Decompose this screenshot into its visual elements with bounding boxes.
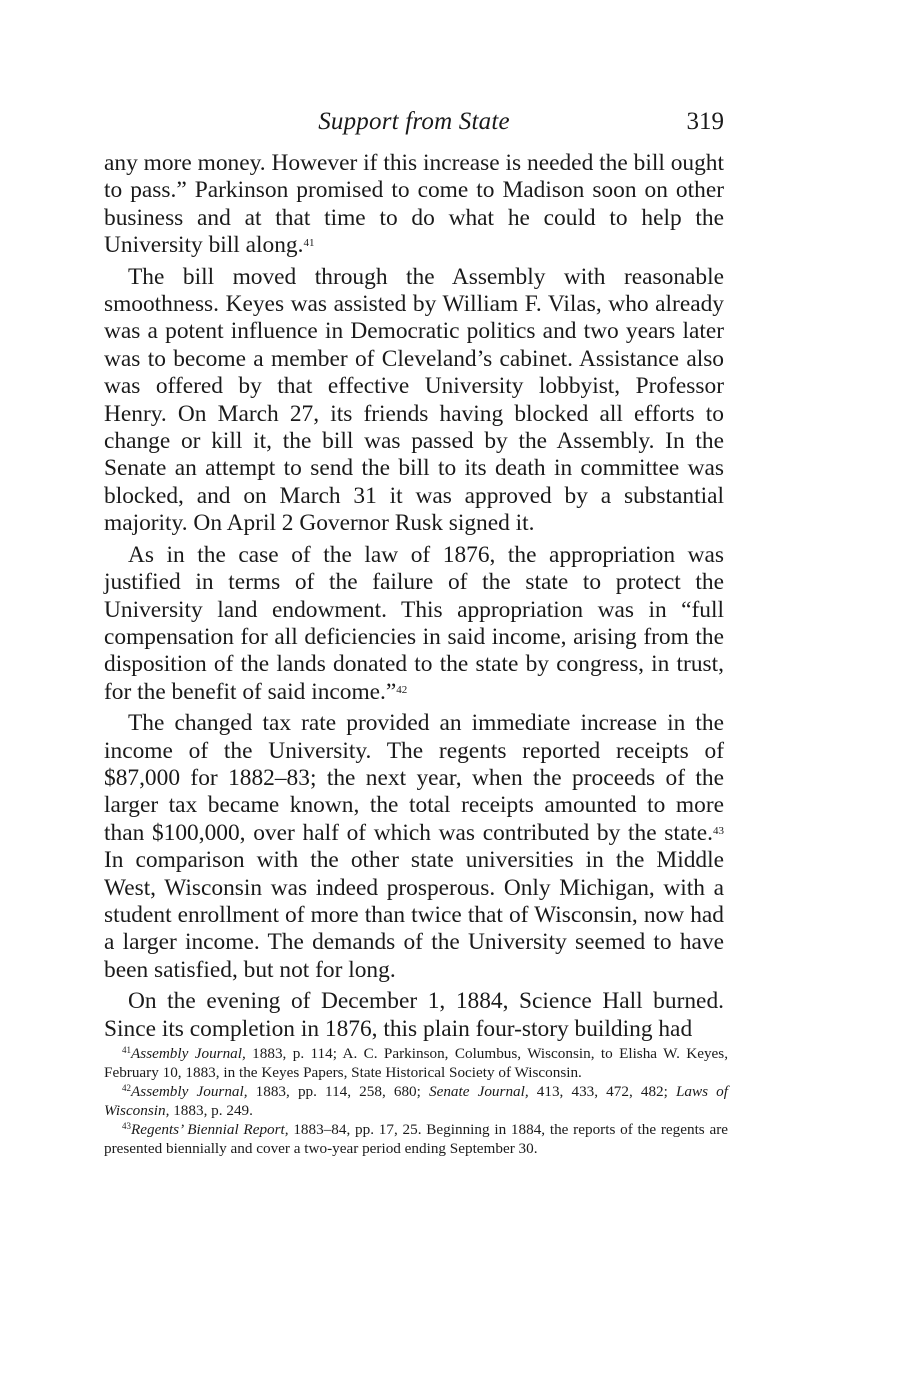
paragraph-text: The changed tax rate provided an immediate increase in the income of the University. The regents reported receipts of $87,000 for 1882–83; the next year, when the proceeds of the larger tax became known, the total receipts amounted to more than $100,000, over half of which was contributed by the state. [104,710,724,846]
page-number: 319 [686,108,724,135]
footnote-ref: 43 [713,824,724,837]
footnote-ref: 41 [303,237,315,250]
paragraph-continued [104,150,724,260]
paragraph-text: As in the case of the law of 1876, the appropriation was justified in terms of the failure of the state to protect the University land endowment. This appropriation was in “full compensation for all deficiencies in said income, arising from the disposition of the lands donated to the state by congress, in trust, for the benefit of said income.” [104,541,724,705]
footnote-ref: 42 [396,683,408,696]
footnote-title: Assembly Journal, [131,1045,246,1062]
footnotes [104,1044,728,1159]
paragraph [104,988,724,1043]
footnote-title: Laws of Wisconsin, [104,1083,728,1120]
footnote-text: 1883, p. 114; A. C. Parkinson, Columbus, Wisconsin, to Elisha W. Keyes, February 10, 1883, in the Keyes Papers, State Historical Society of Wisconsin. [104,1045,729,1082]
paragraph-text: On the evening of December 1, 1884, Science Hall burned. Since its completion in 1876, this plain four-story building had [104,988,724,1042]
paragraph-text: The bill moved through the Assembly with reasonable smoothness. Keyes was assisted by William F. Vilas, who already was a potent influence in Democratic politics and two years later was to become a member of Cleveland’s cabinet. Assistance also was offered by that effective University lobbyist, Professor Henry. On March 27, its friends having blocked all efforts to change or kill it, the bill was passed by the Assembly. In the Senate an attempt to send the bill to its death in committee was blocked, and on March 31 it was approved by a substantial majority. On April 2 Governor Rusk signed it. [104,263,724,537]
footnote-number: 42 [122,1083,131,1094]
footnote [104,1044,728,1082]
footnote-title: Senate Journal, [429,1083,529,1101]
footnote [104,1120,728,1158]
footnote-text: 1883–84, pp. 17, 25. Beginning in 1884, the reports of the regents are presented biennially and cover a two-year period ending September 30. [104,1121,729,1158]
footnote-text: 413, 433, 472, 482; [528,1083,676,1101]
body-text [104,150,724,1047]
footnote-number: 41 [122,1045,131,1055]
footnote-text: 1883, pp. 114, 258, 680; [247,1083,429,1101]
footnote [104,1082,728,1120]
footnote-number: 43 [122,1121,131,1132]
paragraph [104,264,724,538]
paragraph-text: In comparison with the other state universities in the Middle West, Wisconsin was indeed prosperous. Only Michigan, with a student enrollment of more than twice that of Wisconsin, now had a larger income. The demands of the University seemed to have been satisfied, but not for long. [104,847,724,983]
footnote-text: 1883, p. 249. [169,1102,253,1120]
paragraph [104,542,724,706]
footnote-title: Regents’ Biennial Report, [131,1121,289,1139]
running-title: Support from State [318,108,510,135]
paragraph [104,710,724,984]
running-head [104,108,724,144]
footnote-title: Assembly Journal, [131,1083,248,1101]
paragraph-text: any more money. However if this increase is needed the bill ought to pass.” Parkinson promised to come to Madison soon on other business and at that time to do what he could to help the University bill along. [104,150,724,259]
